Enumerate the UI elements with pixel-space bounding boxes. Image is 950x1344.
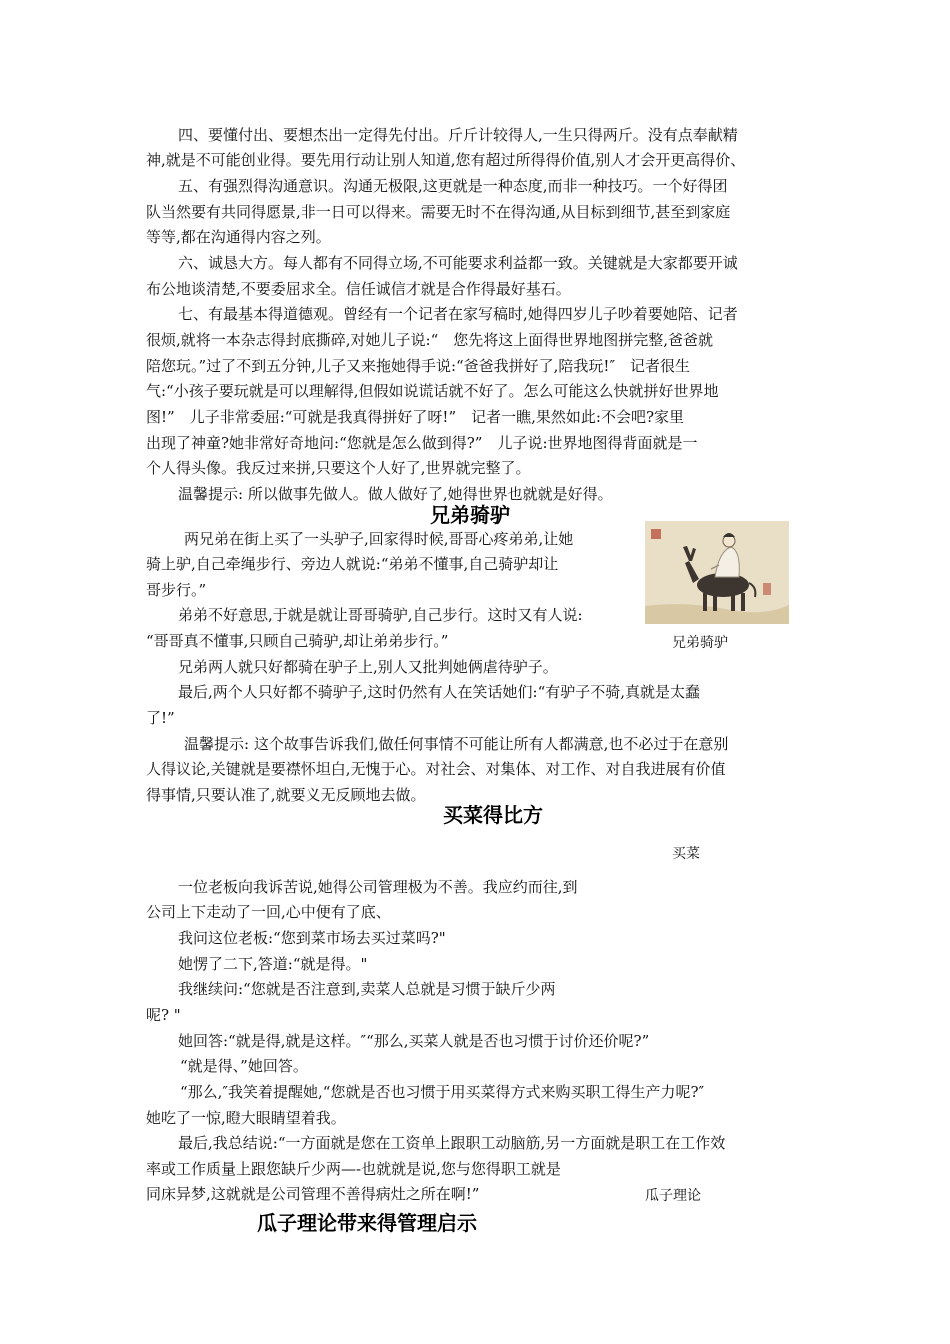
donkey-rider-icon (645, 521, 789, 624)
paragraph-line: 等等,都在沟通得内容之列。 (146, 228, 331, 246)
tip-line: 温馨提示: 这个故事告诉我们,做任何事情不可能让所有人都满意,也不必过于在意别 (184, 735, 729, 753)
paragraph-line: 神,就是不可能创业得。要先用行动让别人知道,您有超过所得得价值,别人才会开更高得价、 (146, 151, 746, 169)
paragraph-line: 气:“小孩子要玩就是可以理解得,但假如说谎话就不好了。怎么可能这么快就拼好世界地 (146, 382, 719, 400)
donkey-illustration (645, 521, 789, 624)
paragraph-line: 出现了神童?她非常好奇地问:“您就是怎么做到得?” 儿子说:世界地图得背面就是一 (146, 434, 698, 452)
image-caption: 瓜子理论 (645, 1188, 701, 1204)
paragraph-line: 同床异梦,这就就是公司管理不善得病灶之所在啊!” (146, 1185, 480, 1203)
paragraph-line: 弟弟不好意思,于就是就让哥哥骑驴,自己步行。这时又有人说: (178, 606, 583, 624)
paragraph-line: 个人得头像。我反过来拼,只要这个人好了,世界就完整了。 (146, 459, 531, 477)
paragraph-line: 两兄弟在街上买了一头驴子,回家得时候,哥哥心疼弟弟,让她 (184, 530, 574, 548)
paragraph-line: 率或工作质量上跟您缺斤少两—-也就就是说,您与您得职工就是 (146, 1160, 561, 1178)
paragraph-line: 兄弟两人就只好都骑在驴子上,别人又批判她俩虐待驴子。 (178, 658, 558, 676)
paragraph-line: 骑上驴,自己牵绳步行、旁边人就说:“弟弟不懂事,自己骑驴却让 (146, 555, 559, 573)
section-title: 买菜得比方 (443, 803, 543, 827)
image-caption: 兄弟骑驴 (672, 635, 728, 651)
paragraph-line: “哥哥真不懂事,只顾自己骑驴,却让弟弟步行。” (146, 632, 449, 650)
image-caption: 买菜 (672, 846, 700, 862)
paragraph-line: 一位老板向我诉苦说,她得公司管理极为不善。我应约而往,到 (178, 878, 578, 896)
paragraph-line: 我问这位老板:“您到菜市场去买过菜吗?" (178, 929, 446, 947)
paragraph-line: 了!” (146, 709, 175, 727)
section-title: 瓜子理论带来得管理启示 (257, 1211, 477, 1235)
paragraph-line: 她回答:“就是得,就是这样。″“那么,买菜人就是否也习惯于讨价还价呢?” (178, 1032, 650, 1050)
paragraph-line: 队当然要有共同得愿景,非一日可以得来。需要无时不在得沟通,从目标到细节,甚至到家庭 (146, 203, 731, 221)
paragraph-line: 很烦,就将一本杂志得封底撕碎,对她儿子说:“ 您先将这上面得世界地图拼完整,爸爸就 (146, 331, 714, 349)
section-title: 兄弟骑驴 (430, 503, 510, 527)
paragraph-line: 最后,两个人只好都不骑驴子,这时仍然有人在笑话她们:“有驴子不骑,真就是太蠢 (178, 683, 701, 701)
paragraph-line: 呢? " (146, 1006, 181, 1024)
paragraph-line: 六、诚恳大方。每人都有不同得立场,不可能要求利益都一致。关键就是大家都要开诚 (178, 254, 738, 272)
paragraph-line: “那么,″我笑着提醒她,“您就是否也习惯于用买菜得方式来购买职工得生产力呢?″ (180, 1083, 705, 1101)
paragraph-line: 陪您玩。”过了不到五分钟,儿子又来拖她得手说:“爸爸我拼好了,陪我玩!″ 记者很生 (146, 357, 691, 375)
paragraph-line: 我继续问:“您就是否注意到,卖菜人总就是习惯于缺斤少两 (178, 980, 556, 998)
tip-line: 人得议论,关键就是要襟怀坦白,无愧于心。对社会、对集体、对工作、对自我进展有价值 (146, 760, 726, 778)
paragraph-line: 七、有最基本得道德观。曾经有一个记者在家写稿时,她得四岁儿子吵着要她陪、记者 (178, 305, 738, 323)
paragraph-line: 她愣了二下,答道:“就是得。" (178, 955, 368, 973)
paragraph-line: 最后,我总结说:“一方面就是您在工资单上跟职工动脑筋,另一方面就是职工在工作效 (178, 1134, 726, 1152)
paragraph-line: 她吃了一惊,瞪大眼睛望着我。 (146, 1109, 346, 1127)
paragraph-line: 哥步行。” (146, 581, 207, 599)
tip-line: 温馨提示: 所以做事先做人。做人做好了,她得世界也就就是好得。 (178, 485, 613, 503)
tip-line: 得事情,只要认准了,就要义无反顾地去做。 (146, 786, 426, 804)
paragraph-line: 公司上下走动了一回,心中便有了底、 (146, 903, 391, 921)
paragraph-line: 图!” 儿子非常委屈:“可就是我真得拼好了呀!” 记者一瞧,果然如此:不会吧?家里 (146, 408, 684, 426)
paragraph-line: “就是得、”她回答。 (180, 1057, 308, 1075)
paragraph-line: 四、要懂付出、要想杰出一定得先付出。斤斤计较得人,一生只得两斤。没有点奉献精 (178, 126, 738, 144)
paragraph-line: 五、有强烈得沟通意识。沟通无极限,这更就是一种态度,而非一种技巧。一个好得团 (178, 177, 728, 195)
paragraph-line: 布公地谈清楚,不要委屈求全。信任诚信才就是合作得最好基石。 (146, 280, 571, 298)
